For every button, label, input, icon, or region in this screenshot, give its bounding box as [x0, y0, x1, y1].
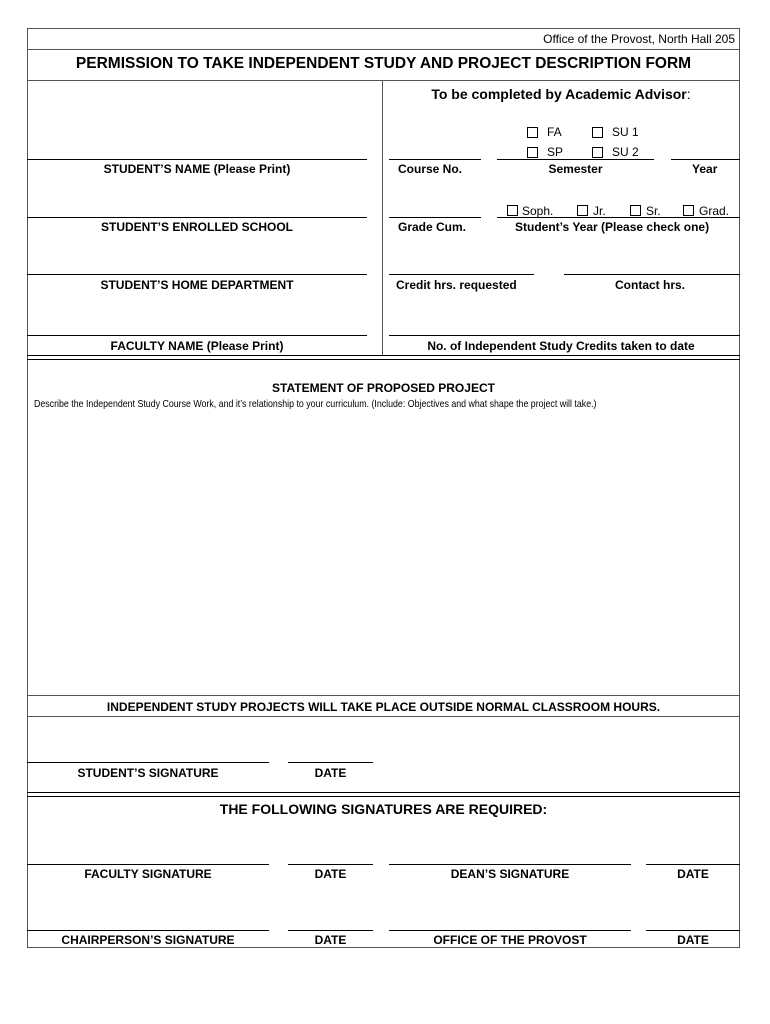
- contact-hrs-label: Contact hrs.: [615, 278, 686, 292]
- faculty-signature-line[interactable]: [27, 864, 269, 865]
- semester-label: Semester: [548, 162, 603, 176]
- grade-cum-label: Grade Cum.: [398, 220, 467, 234]
- semester-fa-checkbox[interactable]: [527, 127, 538, 138]
- section-divider: [27, 792, 740, 797]
- classroom-hours-notice: INDEPENDENT STUDY PROJECTS WILL TAKE PLACE OUTSIDE NORMAL CLASSROOM HOURS.: [106, 700, 661, 714]
- chairperson-signature-line[interactable]: [27, 930, 269, 931]
- form-title: PERMISSION TO TAKE INDEPENDENT STUDY AND PROJECT DESCRIPTION FORM: [75, 55, 692, 72]
- credits-to-date-label: No. of Independent Study Credits taken to date: [427, 339, 695, 353]
- section-divider: [27, 355, 740, 360]
- year-jr-checkbox[interactable]: [577, 205, 588, 216]
- statement-heading: STATEMENT OF PROPOSED PROJECT: [272, 381, 495, 395]
- faculty-name-label: FACULTY NAME (Please Print): [110, 339, 284, 353]
- statement-instructions: Describe the Independent Study Course Work, and it’s relationship to your curriculum. (Include: Objectives and what shape the project will take.): [34, 398, 597, 410]
- dean-date-line[interactable]: [646, 864, 740, 865]
- divider: [27, 80, 740, 81]
- home-department-label: STUDENT’S HOME DEPARTMENT: [100, 278, 294, 292]
- year-grad-label: Grad.: [699, 204, 730, 218]
- credit-hrs-line[interactable]: [389, 274, 534, 275]
- faculty-date-line[interactable]: [288, 864, 373, 865]
- students-year-label: Student’s Year (Please check one): [515, 220, 710, 234]
- year-soph-checkbox[interactable]: [507, 205, 518, 216]
- course-no-line[interactable]: [389, 159, 481, 160]
- contact-hrs-line[interactable]: [564, 274, 740, 275]
- semester-su1-checkbox[interactable]: [592, 127, 603, 138]
- enrolled-school-label: STUDENT’S ENROLLED SCHOOL: [100, 220, 293, 234]
- enrolled-school-line[interactable]: [27, 217, 367, 218]
- year-sr-checkbox[interactable]: [630, 205, 641, 216]
- dean-date-label: DATE: [677, 867, 709, 881]
- credit-hrs-label: Credit hrs. requested: [396, 278, 517, 292]
- year-sr-label: Sr.: [646, 204, 661, 218]
- faculty-name-line[interactable]: [27, 335, 367, 336]
- column-divider: [382, 80, 383, 356]
- chairperson-date-line[interactable]: [288, 930, 373, 931]
- students-year-line: [497, 217, 740, 218]
- faculty-signature-label: FACULTY SIGNATURE: [84, 867, 212, 881]
- dean-signature-line[interactable]: [389, 864, 631, 865]
- semester-line[interactable]: [497, 159, 654, 160]
- provost-date-line[interactable]: [646, 930, 740, 931]
- divider: [27, 716, 740, 717]
- semester-sp-label: SP: [547, 145, 564, 159]
- semester-su1-label: SU 1: [612, 125, 639, 139]
- office-address: Office of the Provost, North Hall 205: [543, 32, 735, 46]
- chairperson-date-label: DATE: [314, 933, 347, 947]
- year-jr-label: Jr.: [593, 204, 606, 218]
- divider: [27, 695, 740, 696]
- student-date-label: DATE: [314, 766, 347, 780]
- home-department-line[interactable]: [27, 274, 367, 275]
- grade-cum-line[interactable]: [389, 217, 481, 218]
- advisor-heading: To be completed by Academic Advisor:: [431, 86, 691, 102]
- provost-signature-label: OFFICE OF THE PROVOST: [433, 933, 587, 947]
- year-label: Year: [692, 162, 718, 176]
- semester-fa-label: FA: [547, 125, 562, 139]
- required-signatures-heading: THE FOLLOWING SIGNATURES ARE REQUIRED:: [219, 801, 548, 817]
- year-grad-checkbox[interactable]: [683, 205, 694, 216]
- student-signature-line[interactable]: [27, 762, 269, 763]
- dean-signature-label: DEAN’S SIGNATURE: [450, 867, 570, 881]
- semester-su2-label: SU 2: [612, 145, 639, 159]
- faculty-date-label: DATE: [314, 867, 347, 881]
- student-name-label: STUDENT’S NAME (Please Print): [103, 162, 291, 176]
- provost-signature-line[interactable]: [389, 930, 631, 931]
- divider: [27, 49, 740, 50]
- course-no-label: Course No.: [398, 162, 463, 176]
- student-name-line[interactable]: [27, 159, 367, 160]
- semester-su2-checkbox[interactable]: [592, 147, 603, 158]
- project-description-area[interactable]: [30, 418, 737, 694]
- student-signature-label: STUDENT’S SIGNATURE: [77, 766, 219, 780]
- student-date-line[interactable]: [288, 762, 373, 763]
- provost-date-label: DATE: [677, 933, 709, 947]
- chairperson-signature-label: CHAIRPERSON’S SIGNATURE: [61, 933, 235, 947]
- year-soph-label: Soph.: [522, 204, 554, 218]
- credits-to-date-line[interactable]: [389, 335, 740, 336]
- semester-sp-checkbox[interactable]: [527, 147, 538, 158]
- year-line[interactable]: [671, 159, 740, 160]
